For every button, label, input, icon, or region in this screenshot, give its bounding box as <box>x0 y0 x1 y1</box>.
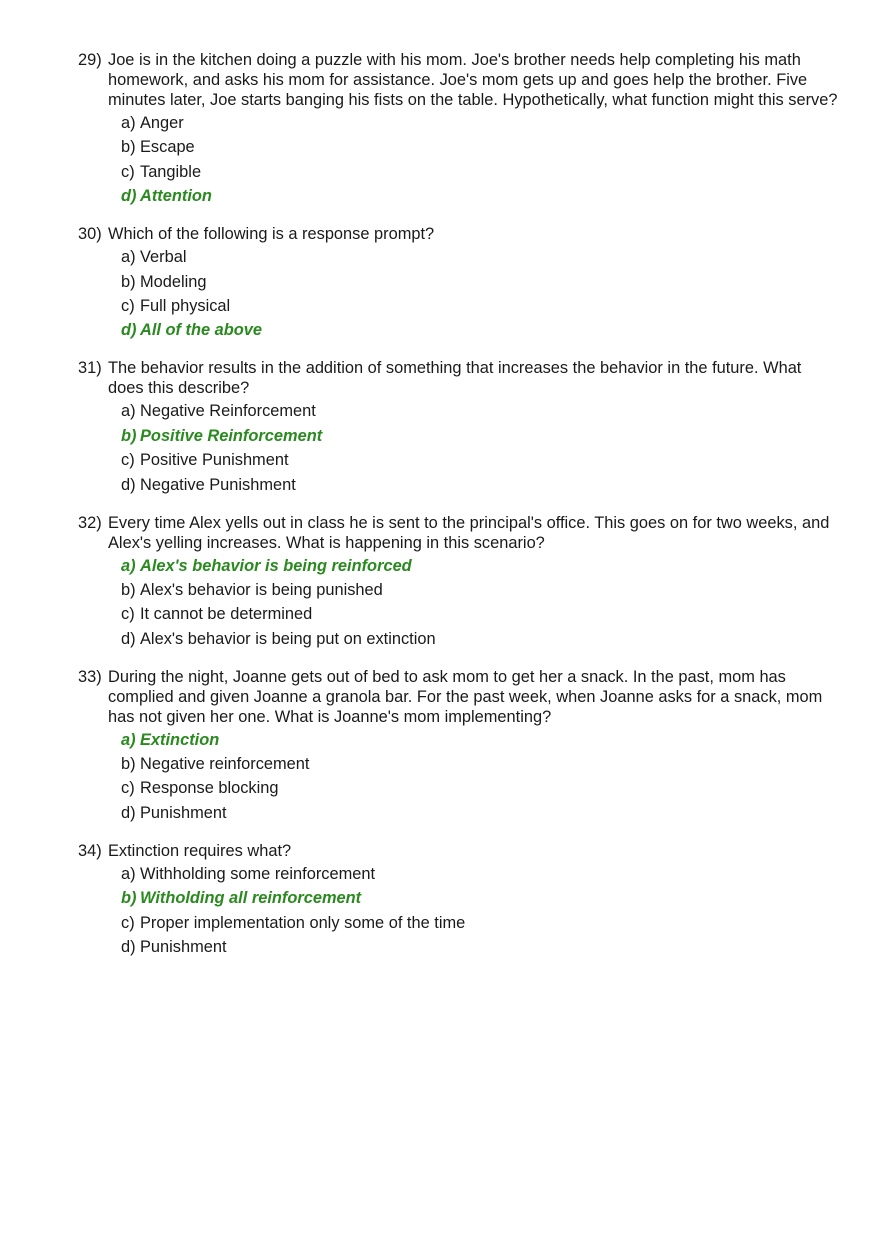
option-b-correct-answer <box>121 888 838 908</box>
answer-options <box>78 730 838 823</box>
option-letter: c) <box>121 605 135 624</box>
option-letter: c) <box>121 913 135 932</box>
option-text: Alex's behavior is being reinforced <box>140 556 412 575</box>
option-c <box>121 296 838 316</box>
question-stem <box>78 358 838 398</box>
option-letter: d) <box>121 187 137 206</box>
option-letter: a) <box>121 864 136 883</box>
option-b-correct-answer <box>121 426 838 446</box>
option-letter: b) <box>121 889 137 908</box>
option-c <box>121 450 838 470</box>
option-text: It cannot be determined <box>140 605 313 624</box>
option-letter: d) <box>121 803 136 822</box>
question-stem <box>78 50 838 110</box>
option-letter: d) <box>121 629 136 648</box>
option-text: Alex's behavior is being put on extinction <box>140 629 436 648</box>
option-text: Modeling <box>140 272 207 291</box>
option-letter: b) <box>121 580 136 599</box>
option-text: Anger <box>140 114 184 132</box>
option-b <box>121 272 838 292</box>
option-letter: c) <box>121 779 135 798</box>
option-text: Tangible <box>140 162 202 181</box>
option-letter: a) <box>121 248 136 267</box>
option-letter: a) <box>121 402 136 421</box>
question-number: 31) <box>78 359 102 378</box>
option-letter: c) <box>121 451 135 470</box>
option-b <box>121 754 838 774</box>
option-a-correct-answer <box>121 556 838 576</box>
option-text: Escape <box>140 138 195 157</box>
option-letter: b) <box>121 138 136 157</box>
answer-options <box>78 401 838 494</box>
option-text: Punishment <box>140 803 227 822</box>
question-text: Every time Alex yells out in class he is sent to the principal's office. This goes on for two weeks, and Alex's yelling increases. What is happening in this scenario? <box>108 513 830 552</box>
option-c <box>121 778 838 798</box>
option-letter: c) <box>121 296 135 315</box>
option-d-correct-answer <box>121 320 838 340</box>
option-text: Positive Punishment <box>140 451 289 470</box>
answer-options <box>78 556 838 649</box>
option-text: Witholding all reinforcement <box>140 889 362 908</box>
option-text: Alex's behavior is being punished <box>140 580 383 599</box>
option-letter: d) <box>121 321 137 340</box>
option-letter: d) <box>121 938 136 957</box>
option-a <box>121 401 838 421</box>
question-number: 34) <box>78 841 102 860</box>
option-c <box>121 604 838 624</box>
option-c <box>121 913 838 933</box>
option-b <box>121 137 838 157</box>
question-text: Extinction requires what? <box>108 841 292 860</box>
question-number: 33) <box>78 667 102 686</box>
option-text: Positive Reinforcement <box>140 426 323 445</box>
question-stem <box>78 513 838 553</box>
option-a-correct-answer <box>121 730 838 750</box>
question-32 <box>78 513 838 649</box>
option-text: All of the above <box>140 321 263 340</box>
option-a <box>121 247 838 267</box>
question-29 <box>78 50 838 206</box>
question-stem <box>78 841 838 861</box>
option-letter: a) <box>121 556 136 575</box>
question-number: 29) <box>78 51 102 69</box>
option-letter: d) <box>121 475 136 494</box>
answer-options <box>78 247 838 340</box>
question-30 <box>78 224 838 340</box>
question-text: The behavior results in the addition of something that increases the behavior in the future. What does this describe? <box>108 359 802 398</box>
option-text: Proper implementation only some of the time <box>140 913 466 932</box>
question-text: Joe is in the kitchen doing a puzzle with his mom. Joe's brother needs help completing his math homework, and asks his mom for assistance. Joe's mom gets up and goes help the brother. Five minutes later, Joe starts banging his fists on the table. Hypothetically, what function might this serve? <box>108 51 838 109</box>
option-text: Verbal <box>140 248 187 267</box>
option-d <box>121 803 838 823</box>
option-letter: a) <box>121 730 136 749</box>
answer-options <box>78 113 838 206</box>
option-letter: c) <box>121 162 135 181</box>
option-text: Negative reinforcement <box>140 755 310 774</box>
option-a <box>121 864 838 884</box>
question-number: 32) <box>78 513 102 532</box>
option-letter: a) <box>121 114 136 132</box>
question-34 <box>78 841 838 957</box>
option-letter: b) <box>121 426 137 445</box>
option-b <box>121 580 838 600</box>
question-33 <box>78 667 838 823</box>
question-31 <box>78 358 838 494</box>
question-number: 30) <box>78 225 102 244</box>
option-text: Punishment <box>140 938 227 957</box>
option-d <box>121 937 838 957</box>
option-d <box>121 629 838 649</box>
question-text: Which of the following is a response prompt? <box>108 225 435 244</box>
option-text: Negative Punishment <box>140 475 296 494</box>
option-text: Response blocking <box>140 779 279 798</box>
question-stem <box>78 667 838 727</box>
option-text: Attention <box>140 187 212 206</box>
option-d <box>121 475 838 495</box>
question-text: During the night, Joanne gets out of bed to ask mom to get her a snack. In the past, mom has complied and given Joanne a granola bar. For the past week, when Joanne asks for a snack, mom has not given her one. What is Joanne's mom implementing? <box>108 667 823 726</box>
option-letter: b) <box>121 272 136 291</box>
option-c <box>121 162 838 182</box>
option-text: Extinction <box>140 730 220 749</box>
option-text: Full physical <box>140 296 231 315</box>
answer-options <box>78 864 838 957</box>
option-d-correct-answer <box>121 186 838 206</box>
option-letter: b) <box>121 755 136 774</box>
question-stem <box>78 224 838 244</box>
option-text: Withholding some reinforcement <box>140 864 376 883</box>
option-text: Negative Reinforcement <box>140 402 316 421</box>
option-a <box>121 113 838 133</box>
